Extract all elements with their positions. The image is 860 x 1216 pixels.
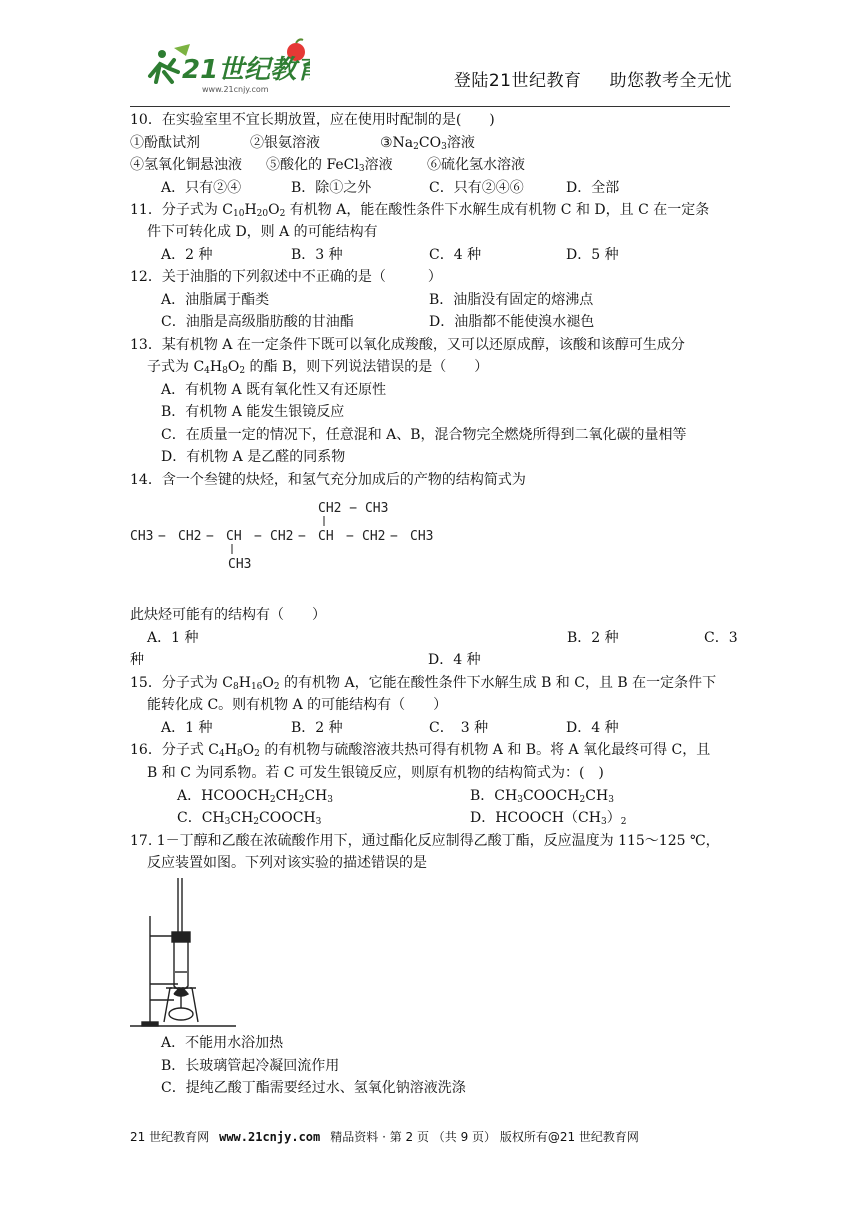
q17-stem2: 反应装置如图。下列对该实验的描述错误的是 [147, 855, 427, 871]
q14-stem2: 此炔烃可能有的结构有（ ） [130, 607, 326, 623]
slogan-login: 登陆21世纪教育 [453, 71, 582, 91]
choice-c: C．只有②④⑥ [429, 180, 524, 196]
q12-choices-row1: A．油脂属于酯类 B．油脂没有固定的熔沸点 [161, 292, 594, 308]
slogan-help: 助您教考全无忧 [609, 71, 732, 91]
q11-stem: 11．分子式为 $C_{10}H_{20}O_2$ 有机物 A，能在酸性条件下水解生成有机物 C 和 D，且 C 在一定条 [130, 202, 710, 219]
q14-choices-row2: 种 D．4 种 [130, 652, 481, 668]
q13-choice-b: B．有机物 A 能发生银镜反应 [161, 404, 345, 420]
q15-stem: 15．分子式为 $C_8H_{16}O_2$ 的有机物 A，它能在酸性条件下水解生成 B 和 C，且 B 在一定条件下 [130, 675, 717, 692]
q10-opts-row2: ④氢氧化铜悬浊液 ⑤酸化的 FeCl$_3$溶液 ⑥硫化氢水溶液 [130, 157, 525, 174]
q17-choice-c: C．提纯乙酸丁酯需要经过水、氢氧化钠溶液洗涤 [161, 1080, 466, 1096]
structural-formula [130, 496, 450, 576]
q16-stem2: B 和 C 为同系物。若 C 可发生银镜反应，则原有机物的结构简式为：( ) [147, 765, 604, 781]
q11-choices: A．2 种 B．3 种 C．4 种 D．5 种 [161, 247, 619, 263]
q17-choice-b: B．长玻璃管起冷凝回流作用 [161, 1058, 340, 1074]
q17-stem: 17. 1－丁醇和乙酸在浓硫酸作用下，通过酯化反应制得乙酸丁酯，反应温度为 115～125 ℃， [130, 833, 720, 849]
svg-text:−: − [158, 529, 166, 544]
svg-text:−: − [298, 529, 306, 544]
footer-url[interactable]: www.21cnjy.com [219, 1130, 321, 1144]
chain-atom: CH2 [178, 529, 202, 544]
choice-b: B．除①之外 [291, 180, 372, 196]
chain-atom: CH [226, 529, 242, 544]
q13-choice-d: D．有机物 A 是乙醛的同系物 [161, 449, 346, 465]
chain-atom: CH [318, 529, 334, 544]
svg-text:−: − [390, 529, 398, 544]
chain-atom: CH2 [270, 529, 294, 544]
q14-choices-row1: A．1 种 B．2 种 C．3 [147, 630, 738, 646]
q12-stem: 12．关于油脂的下列叙述中不正确的是（ ） [130, 269, 442, 285]
reaction-apparatus-image [128, 876, 238, 1028]
q15-choices: A．1 种 B．2 种 C． 3 种 D．4 种 [161, 720, 619, 736]
branch-top: CH2 − CH3 [318, 501, 389, 516]
q11-stem2: 件下可转化成 D，则 A 的可能结构有 [147, 224, 378, 240]
q17-choice-a: A．不能用水浴加热 [161, 1035, 284, 1051]
header-slogan [426, 66, 732, 91]
q16-choices-row2: C．$CH_3CH_2COOCH_3$ D．$HCOOCH(CH_3)_2$ [177, 810, 627, 827]
q10-choices [161, 178, 721, 198]
branch-bottom: CH3 [228, 557, 252, 572]
logo-text: 21世纪教育 [182, 55, 310, 85]
q10-opts-row1: ①酚酞试剂 ②银氨溶液 $③Na_2CO_3$溶液 [130, 135, 475, 152]
q12-choices-row2: C．油脂是高级脂肪酸的甘油酯 D．油脂都不能使溴水褪色 [161, 314, 595, 330]
choice-a: A．只有②④ [161, 180, 242, 196]
q16-choices-row1: A．$HCOOCH_2CH_2CH_3$ B．$CH_3COOCH_2CH_3$ [177, 788, 614, 805]
header-rule [130, 106, 730, 107]
q10-stem: 10．在实验室里不宜长期放置，应在使用时配制的是( ) [130, 112, 495, 128]
q16-stem: 16．分子式 $C_4H_8O_2$ 的有机物与硫酸溶液共热可得有机物 A 和 B。将 A 氧化最终可得 C，且 [130, 742, 711, 759]
q13-stem2: 子式为 $C_4H_8O_2$ 的酯 B，则下列说法错误的是（ ） [147, 359, 489, 376]
q13-choice-c: C．在质量一定的情况下，任意混和 A、B，混合物完全燃烧所得到二氧化碳的量相等 [161, 427, 687, 443]
svg-text:−: − [346, 529, 354, 544]
chain-atom: CH3 [410, 529, 434, 544]
footer-info: 精品资料 · 第 2 页 （共 9 页） 版权所有@21 世纪教育网 [330, 1130, 639, 1144]
choice-d: D．全部 [566, 180, 620, 196]
chain-atom: CH3 [130, 529, 154, 544]
q13-choice-a: A．有机物 A 既有氧化性又有还原性 [161, 382, 387, 398]
page-footer [130, 1128, 639, 1145]
site-logo[interactable] [140, 38, 310, 98]
q15-stem2: 能转化成 C。则有机物 A 的可能结构有（ ） [147, 697, 448, 713]
q14-stem: 14．含一个叁键的炔烃，和氢气充分加成后的产物的结构简式为 [130, 472, 526, 488]
footer-site: 21 世纪教育网 [130, 1130, 210, 1144]
q13-stem: 13．某有机物 A 在一定条件下既可以氧化成羧酸，又可以还原成醇，该酸和该醇可生成分 [130, 337, 685, 353]
logo-url: www.21cnjy.com [202, 85, 269, 94]
svg-text:−: − [254, 529, 262, 544]
chain-atom: CH2 [362, 529, 386, 544]
svg-text:−: − [206, 529, 214, 544]
